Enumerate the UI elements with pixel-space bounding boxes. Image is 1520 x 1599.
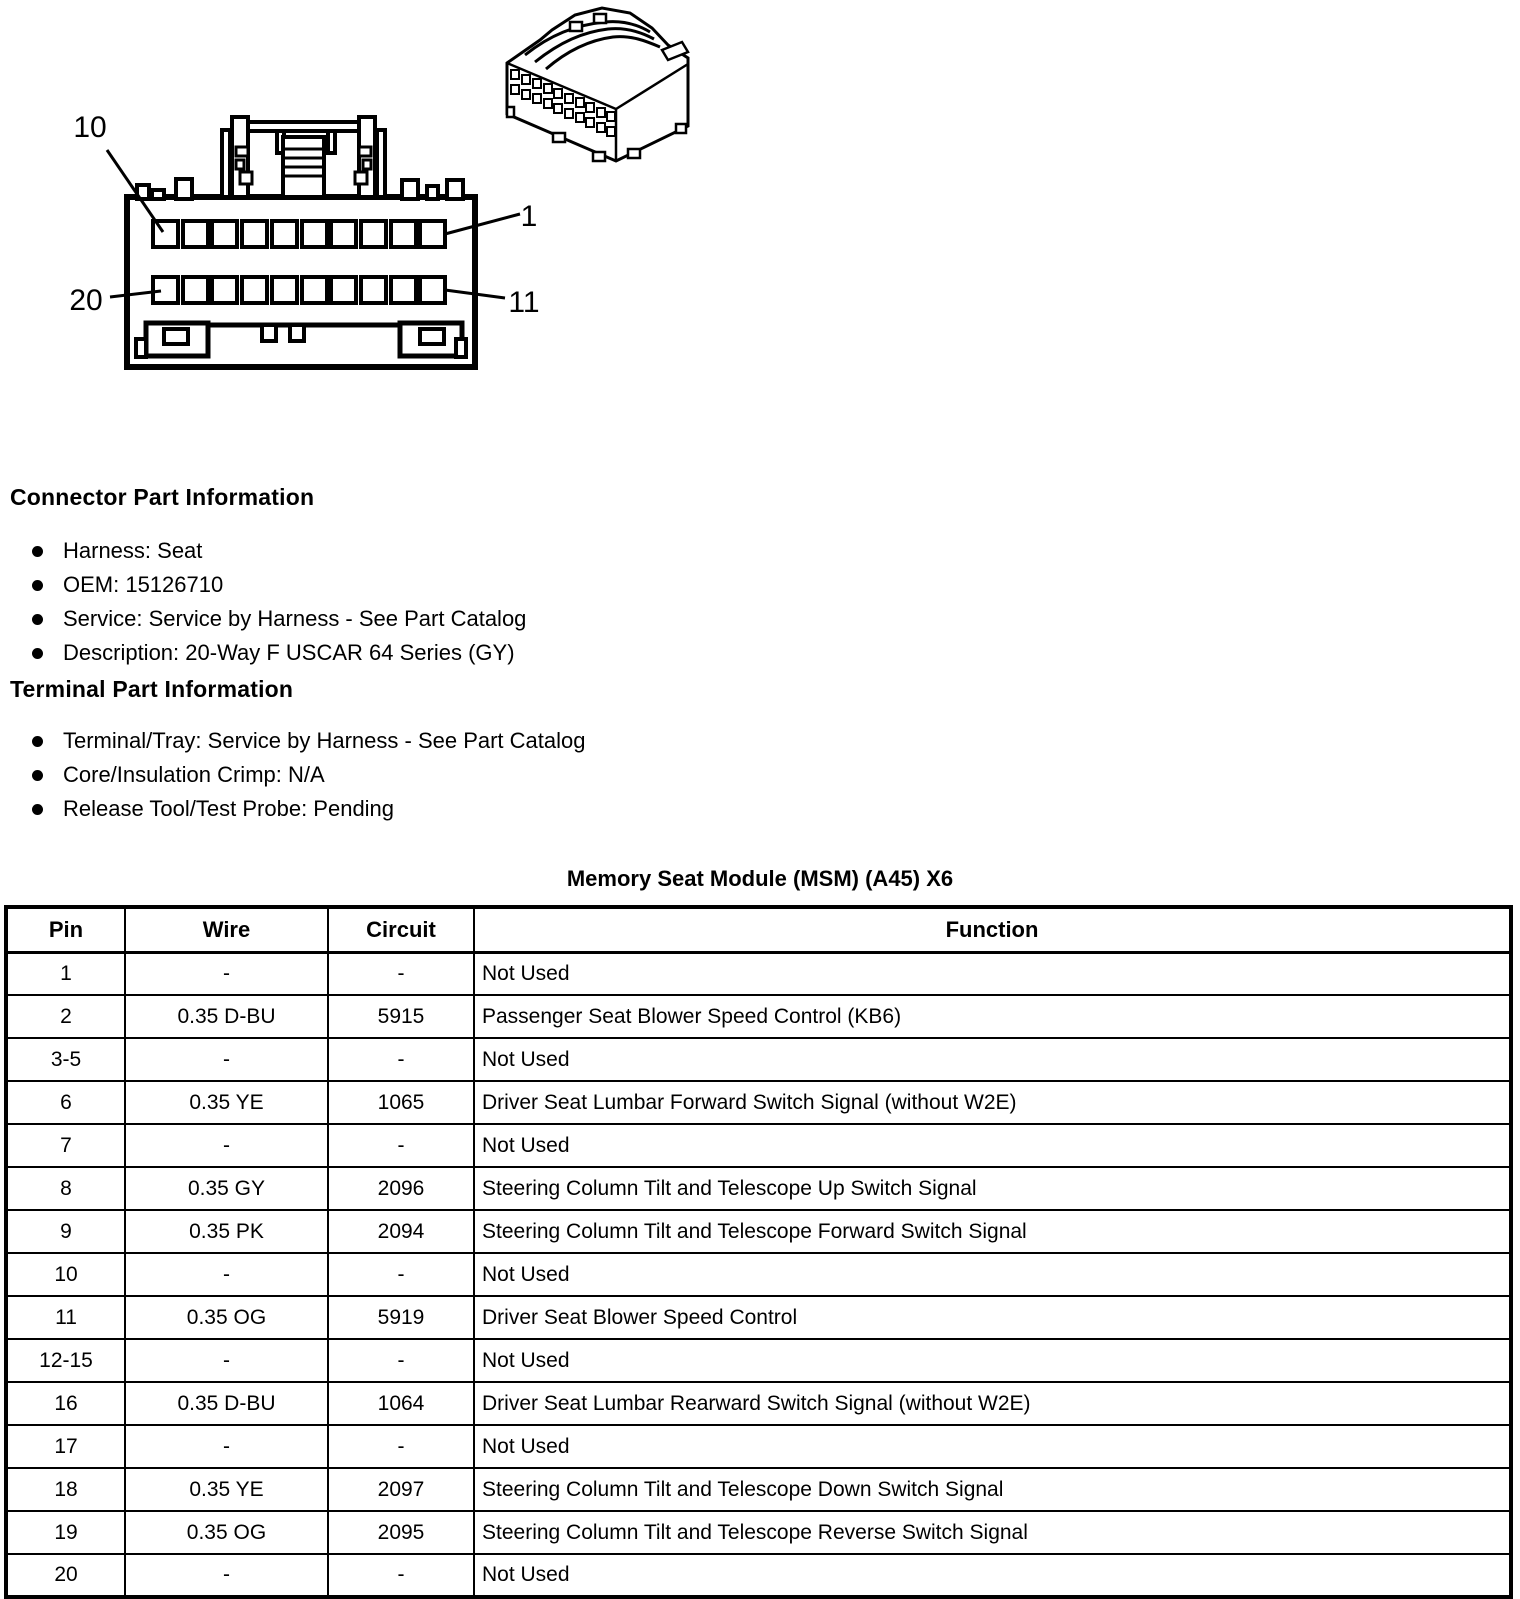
pin-label-1: 1: [520, 200, 538, 233]
cell-wire: 0.35 GY: [125, 1167, 328, 1210]
cell-circuit: 2097: [328, 1468, 474, 1511]
pin-label-11: 11: [508, 286, 540, 319]
cell-circuit: -: [328, 1038, 474, 1081]
cell-pin: 19: [6, 1511, 125, 1554]
pin-table-row: [6, 1167, 1511, 1210]
pin-table-row: [6, 1468, 1511, 1511]
column-header-pin: Pin: [6, 907, 125, 952]
cell-wire: 0.35 D-BU: [125, 1382, 328, 1425]
pin-table-body: [6, 952, 1511, 1597]
cell-circuit: 2095: [328, 1511, 474, 1554]
terminal-part-information-list: [30, 724, 586, 826]
cell-function: Steering Column Tilt and Telescope Reverse Switch Signal: [474, 1511, 1511, 1554]
cell-wire: 0.35 YE: [125, 1468, 328, 1511]
pin-table-header-row: [6, 907, 1511, 952]
column-header-function: Function: [474, 907, 1511, 952]
cell-function: Driver Seat Blower Speed Control: [474, 1296, 1511, 1339]
cell-wire: 0.35 D-BU: [125, 995, 328, 1038]
cell-pin: 6: [6, 1081, 125, 1124]
connector-part-information-list: [30, 534, 526, 670]
pin-table-row: [6, 1210, 1511, 1253]
cell-circuit: -: [328, 1124, 474, 1167]
connector-front-view-drawing: [48, 92, 578, 392]
cell-pin: 18: [6, 1468, 125, 1511]
cell-wire: 0.35 PK: [125, 1210, 328, 1253]
cell-function: Not Used: [474, 1253, 1511, 1296]
bullet-item: Release Tool/Test Probe: Pending: [30, 792, 586, 826]
pin-table-row: [6, 1124, 1511, 1167]
terminal-part-information-heading: Terminal Part Information: [10, 676, 294, 702]
pin-table-row: [6, 1253, 1511, 1296]
cell-pin: 8: [6, 1167, 125, 1210]
cell-function: Driver Seat Lumbar Forward Switch Signal (without W2E): [474, 1081, 1511, 1124]
cell-circuit: -: [328, 1425, 474, 1468]
cell-wire: -: [125, 1253, 328, 1296]
cell-wire: -: [125, 1425, 328, 1468]
cell-circuit: 2094: [328, 1210, 474, 1253]
cell-circuit: 5919: [328, 1296, 474, 1339]
cell-pin: 17: [6, 1425, 125, 1468]
cell-wire: -: [125, 1339, 328, 1382]
connector-part-information-heading: Connector Part Information: [10, 484, 315, 510]
bullet-item: Core/Insulation Crimp: N/A: [30, 758, 586, 792]
cell-circuit: -: [328, 1554, 474, 1597]
cell-pin: 20: [6, 1554, 125, 1597]
cell-wire: 0.35 OG: [125, 1296, 328, 1339]
cell-function: Not Used: [474, 1554, 1511, 1597]
cell-function: Not Used: [474, 1339, 1511, 1382]
bullet-item: Service: Service by Harness - See Part Catalog: [30, 602, 526, 636]
pin-table-row: [6, 1382, 1511, 1425]
cell-function: Driver Seat Lumbar Rearward Switch Signal (without W2E): [474, 1382, 1511, 1425]
cell-pin: 16: [6, 1382, 125, 1425]
pin-table: [4, 905, 1513, 1599]
pin-label-20: 20: [69, 284, 103, 317]
pin-table-row: [6, 1339, 1511, 1382]
cell-circuit: 2096: [328, 1167, 474, 1210]
cell-pin: 1: [6, 952, 125, 995]
cell-function: Not Used: [474, 1124, 1511, 1167]
column-header-wire: Wire: [125, 907, 328, 952]
cell-circuit: 5915: [328, 995, 474, 1038]
pin-row-bottom: [153, 277, 445, 303]
pin-table-row: [6, 1554, 1511, 1597]
cell-function: Steering Column Tilt and Telescope Down Switch Signal: [474, 1468, 1511, 1511]
cell-function: Passenger Seat Blower Speed Control (KB6): [474, 995, 1511, 1038]
bullet-item: Description: 20-Way F USCAR 64 Series (GY): [30, 636, 526, 670]
cell-circuit: 1065: [328, 1081, 474, 1124]
cell-pin: 12-15: [6, 1339, 125, 1382]
cell-wire: 0.35 YE: [125, 1081, 328, 1124]
pin-label-10: 10: [73, 111, 107, 144]
cell-wire: -: [125, 952, 328, 995]
pin-table-row: [6, 1425, 1511, 1468]
pin-table-row: [6, 952, 1511, 995]
cell-pin: 3-5: [6, 1038, 125, 1081]
cell-wire: -: [125, 1554, 328, 1597]
cell-circuit: 1064: [328, 1382, 474, 1425]
cell-pin: 11: [6, 1296, 125, 1339]
cell-circuit: -: [328, 952, 474, 995]
column-header-circuit: Circuit: [328, 907, 474, 952]
cell-wire: 0.35 OG: [125, 1511, 328, 1554]
bullet-item: OEM: 15126710: [30, 568, 526, 602]
cell-wire: -: [125, 1124, 328, 1167]
cell-circuit: -: [328, 1253, 474, 1296]
bullet-item: Harness: Seat: [30, 534, 526, 568]
pin-table-row: [6, 1081, 1511, 1124]
latch-assembly: [222, 117, 385, 197]
cell-pin: 2: [6, 995, 125, 1038]
cell-circuit: -: [328, 1339, 474, 1382]
cell-pin: 7: [6, 1124, 125, 1167]
cell-pin: 10: [6, 1253, 125, 1296]
pin-table-title: Memory Seat Module (MSM) (A45) X6: [566, 866, 954, 891]
cell-wire: -: [125, 1038, 328, 1081]
bullet-item: Terminal/Tray: Service by Harness - See Part Catalog: [30, 724, 586, 758]
pin-table-row: [6, 1038, 1511, 1081]
pin-table-row: [6, 1511, 1511, 1554]
cell-function: Steering Column Tilt and Telescope Up Switch Signal: [474, 1167, 1511, 1210]
cell-function: Steering Column Tilt and Telescope Forward Switch Signal: [474, 1210, 1511, 1253]
cell-pin: 9: [6, 1210, 125, 1253]
pin-table-row: [6, 995, 1511, 1038]
cell-function: Not Used: [474, 1038, 1511, 1081]
cell-function: Not Used: [474, 952, 1511, 995]
pin-table-row: [6, 1296, 1511, 1339]
pin-row-top: [153, 221, 445, 247]
cell-function: Not Used: [474, 1425, 1511, 1468]
